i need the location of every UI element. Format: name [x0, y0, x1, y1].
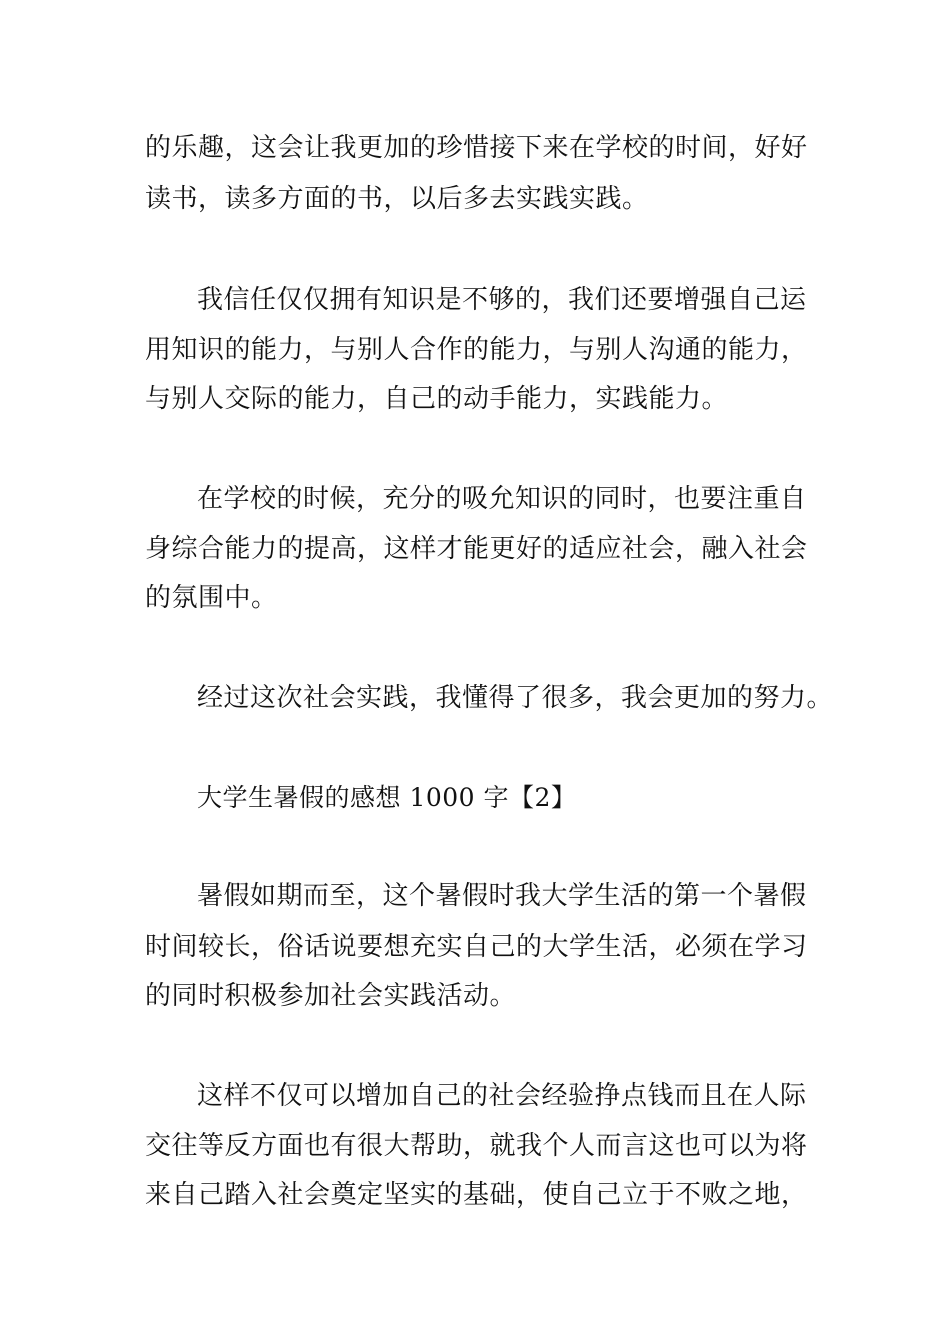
- paragraph-3-line-1: 在学校的时候，充分的吸允知识的同时，也要注重自: [197, 484, 807, 514]
- section-heading: 大学生暑假的感想 1000 字【2】: [197, 783, 577, 812]
- paragraph-2-line-1: 我信任仅仅拥有知识是不够的，我们还要增强自己运: [197, 285, 807, 315]
- paragraph-6-line-1: 这样不仅可以增加自己的社会经验挣点钱而且在人际: [197, 1081, 807, 1111]
- paragraph-4-line-1: 经过这次社会实践，我懂得了很多，我会更加的努力。: [197, 683, 834, 713]
- paragraph-3-line-3: 的氛围中。: [145, 583, 278, 613]
- paragraph-5-line-1: 暑假如期而至，这个暑假时我大学生活的第一个暑假: [197, 881, 807, 911]
- paragraph-6-line-3: 来自己踏入社会奠定坚实的基础，使自己立于不败之地，: [145, 1180, 808, 1210]
- paragraph-2-line-3: 与别人交际的能力，自己的动手能力，实践能力。: [145, 384, 729, 414]
- paragraph-1-line-2: 读书，读多方面的书，以后多去实践实践。: [145, 184, 649, 214]
- paragraph-2-line-2: 用知识的能力，与别人合作的能力，与别人沟通的能力，: [145, 335, 808, 365]
- paragraph-6-line-2: 交往等反方面也有很大帮助，就我个人而言这也可以为将: [145, 1131, 808, 1161]
- paragraph-3-line-2: 身综合能力的提高，这样才能更好的适应社会，融入社会: [145, 534, 808, 564]
- paragraph-5-line-2: 时间较长，俗话说要想充实自己的大学生活，必须在学习: [145, 932, 808, 962]
- paragraph-1-line-1: 的乐趣，这会让我更加的珍惜接下来在学校的时间，好好: [145, 133, 808, 163]
- paragraph-5-line-3: 的同时积极参加社会实践活动。: [145, 981, 517, 1011]
